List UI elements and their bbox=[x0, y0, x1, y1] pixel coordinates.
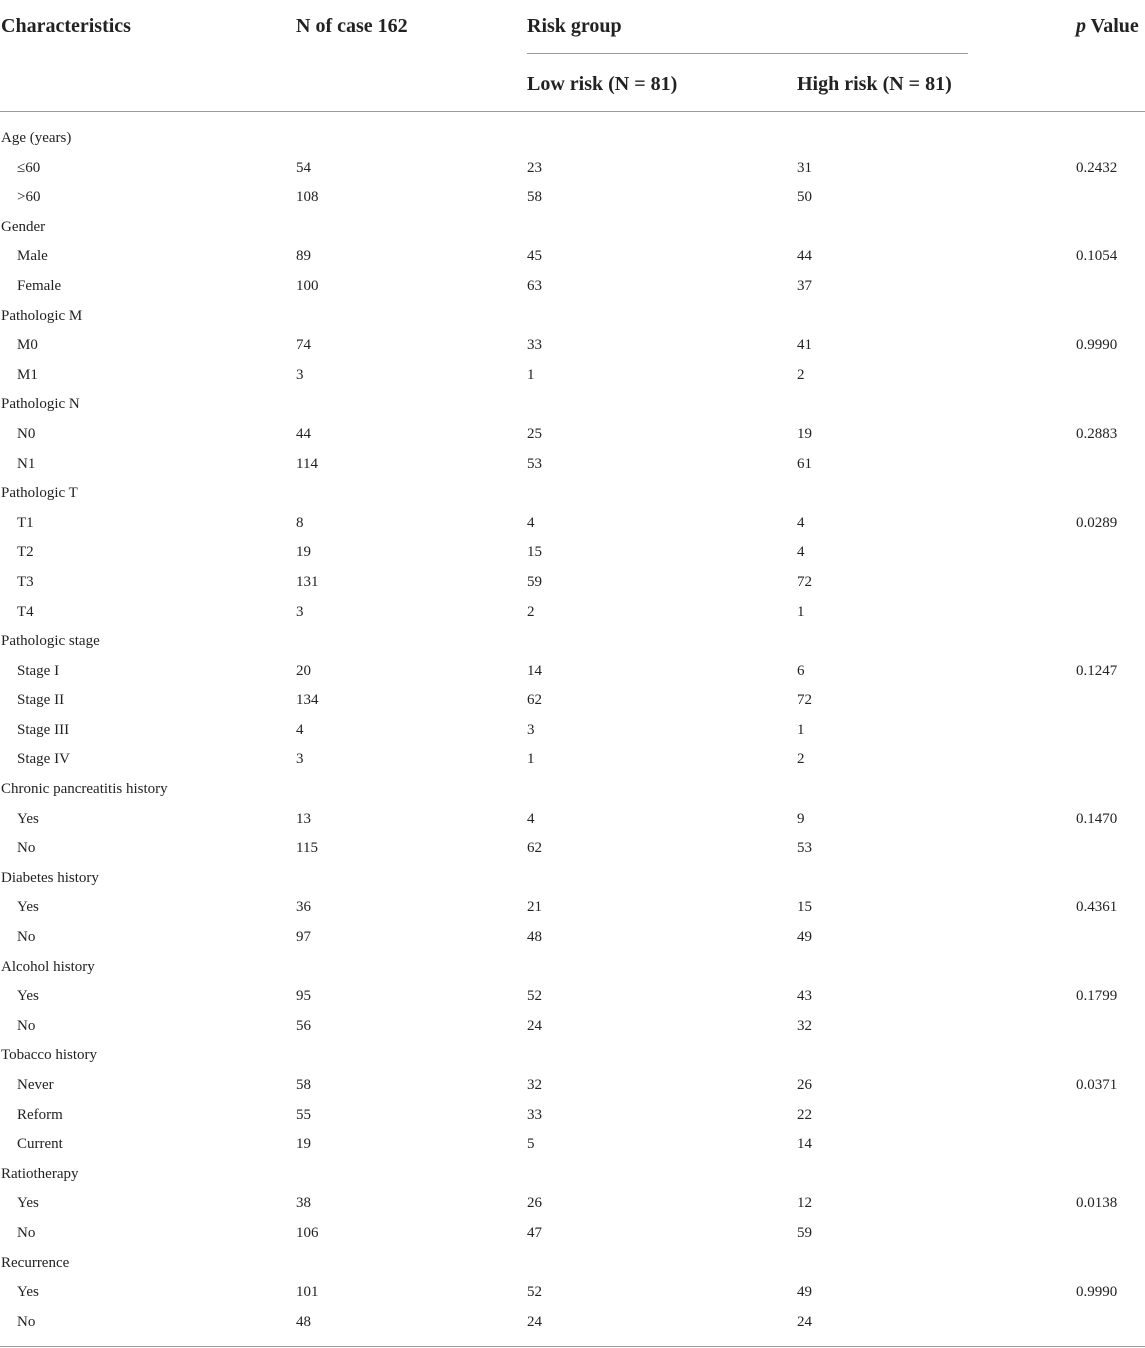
table-row bbox=[0, 953, 1145, 983]
row-label: Female bbox=[17, 277, 62, 294]
row-label: Gender bbox=[1, 218, 46, 235]
row-n: 48 bbox=[296, 1313, 311, 1330]
row-high-risk: 14 bbox=[797, 1136, 812, 1153]
row-n: 131 bbox=[296, 573, 319, 590]
row-high-risk: 43 bbox=[797, 988, 812, 1005]
table-row bbox=[0, 154, 1145, 184]
row-n: 55 bbox=[296, 1106, 311, 1123]
row-label: N1 bbox=[17, 455, 36, 472]
row-low-risk: 32 bbox=[527, 1077, 542, 1093]
row-n: 44 bbox=[296, 425, 311, 442]
row-high-risk: 2 bbox=[797, 751, 805, 768]
table-row bbox=[0, 805, 1145, 835]
row-label: Alcohol history bbox=[1, 958, 95, 975]
row-high-risk: 12 bbox=[797, 1195, 812, 1212]
row-high-risk: 50 bbox=[797, 189, 812, 206]
row-label: T2 bbox=[17, 544, 34, 561]
row-n: 19 bbox=[296, 1136, 311, 1153]
row-n: 106 bbox=[296, 1224, 319, 1241]
row-label: Pathologic T bbox=[1, 485, 78, 502]
row-p-value: 0.2432 bbox=[1076, 159, 1118, 176]
row-low-risk: 4 bbox=[527, 514, 535, 531]
table-row bbox=[0, 242, 1145, 272]
table-row bbox=[0, 124, 1145, 154]
row-label: Yes bbox=[17, 810, 39, 827]
row-low-risk: 1 bbox=[527, 751, 535, 768]
row-high-risk: 49 bbox=[797, 929, 812, 946]
row-low-risk: 52 bbox=[527, 1284, 542, 1301]
row-low-risk: 45 bbox=[527, 248, 542, 265]
row-n: 56 bbox=[296, 1017, 311, 1034]
row-label: Never bbox=[17, 1077, 54, 1093]
row-label: Yes bbox=[17, 988, 39, 1005]
row-high-risk: 32 bbox=[797, 1017, 812, 1034]
row-n: 134 bbox=[296, 692, 319, 709]
row-label: Reform bbox=[17, 1106, 63, 1123]
row-low-risk: 14 bbox=[527, 662, 542, 679]
row-label: Yes bbox=[17, 1284, 39, 1301]
row-p-value: 0.1470 bbox=[1076, 810, 1118, 827]
table-row bbox=[0, 864, 1145, 894]
table-row bbox=[0, 1160, 1145, 1190]
table-row bbox=[0, 1219, 1145, 1249]
row-label: M0 bbox=[17, 337, 38, 354]
row-label: M1 bbox=[17, 366, 38, 383]
header-characteristics: Characteristics bbox=[1, 15, 131, 37]
table-body bbox=[0, 124, 1145, 1337]
row-label: Chronic pancreatitis history bbox=[1, 781, 168, 798]
row-high-risk: 2 bbox=[797, 366, 805, 383]
table-row bbox=[0, 509, 1145, 539]
row-n: 8 bbox=[296, 514, 304, 531]
row-low-risk: 58 bbox=[527, 189, 542, 206]
row-n: 58 bbox=[296, 1077, 311, 1093]
table-row bbox=[0, 1308, 1145, 1338]
row-high-risk: 6 bbox=[797, 662, 805, 679]
table-row bbox=[0, 361, 1145, 391]
row-label: Tobacco history bbox=[1, 1047, 98, 1064]
row-low-risk: 33 bbox=[527, 337, 542, 354]
table-row bbox=[0, 1012, 1145, 1042]
row-low-risk: 53 bbox=[527, 455, 542, 472]
row-label: No bbox=[17, 1017, 36, 1034]
table-row bbox=[0, 390, 1145, 420]
row-high-risk: 37 bbox=[797, 277, 812, 294]
risk-group-rule bbox=[527, 53, 968, 54]
row-high-risk: 53 bbox=[797, 840, 812, 857]
row-label: Ratiotherapy bbox=[1, 1165, 79, 1182]
row-low-risk: 5 bbox=[527, 1136, 535, 1153]
row-n: 97 bbox=[296, 929, 311, 946]
row-p-value: 0.2883 bbox=[1076, 425, 1118, 442]
row-label: No bbox=[17, 1313, 36, 1330]
table-row bbox=[0, 1130, 1145, 1160]
row-n: 3 bbox=[296, 366, 304, 383]
table-row bbox=[0, 834, 1145, 864]
row-high-risk: 4 bbox=[797, 514, 805, 531]
row-low-risk: 63 bbox=[527, 277, 542, 294]
row-label: Stage I bbox=[17, 662, 60, 679]
row-label: T1 bbox=[17, 514, 34, 531]
table-row bbox=[0, 331, 1145, 361]
row-label: Pathologic N bbox=[1, 396, 80, 413]
p-italic: p bbox=[1076, 15, 1086, 37]
row-low-risk: 48 bbox=[527, 929, 542, 946]
row-low-risk: 62 bbox=[527, 840, 542, 857]
row-p-value: 0.1247 bbox=[1076, 662, 1118, 679]
table-row bbox=[0, 627, 1145, 657]
row-low-risk: 52 bbox=[527, 988, 542, 1005]
row-n: 115 bbox=[296, 840, 318, 857]
row-low-risk: 15 bbox=[527, 544, 542, 561]
row-low-risk: 62 bbox=[527, 692, 542, 709]
row-label: T4 bbox=[17, 603, 34, 620]
table-bottom-rule bbox=[0, 1346, 1145, 1347]
table-row bbox=[0, 686, 1145, 716]
table-row bbox=[0, 716, 1145, 746]
row-high-risk: 24 bbox=[797, 1313, 812, 1330]
table-row bbox=[0, 1101, 1145, 1131]
table-row bbox=[0, 450, 1145, 480]
row-label: No bbox=[17, 1224, 36, 1241]
header-n-of-case: N of case 162 bbox=[296, 15, 408, 37]
header-low-risk: Low risk (N = 81) bbox=[527, 73, 678, 95]
row-label: Yes bbox=[17, 1195, 39, 1212]
header-bottom-rule bbox=[0, 111, 1145, 112]
table-row bbox=[0, 1041, 1145, 1071]
row-label: Male bbox=[17, 248, 48, 265]
row-n: 101 bbox=[296, 1284, 319, 1301]
row-low-risk: 25 bbox=[527, 425, 542, 442]
row-high-risk: 72 bbox=[797, 573, 812, 590]
row-p-value: 0.9990 bbox=[1076, 337, 1118, 354]
row-high-risk: 4 bbox=[797, 544, 805, 561]
row-n: 20 bbox=[296, 662, 311, 679]
row-low-risk: 24 bbox=[527, 1313, 542, 1330]
row-high-risk: 41 bbox=[797, 337, 812, 354]
row-n: 36 bbox=[296, 899, 311, 916]
row-label: Diabetes history bbox=[1, 869, 99, 886]
row-high-risk: 26 bbox=[797, 1077, 812, 1093]
row-label: Stage II bbox=[17, 692, 65, 709]
row-n: 89 bbox=[296, 248, 311, 265]
row-high-risk: 61 bbox=[797, 455, 812, 472]
row-n: 108 bbox=[296, 189, 319, 206]
row-low-risk: 21 bbox=[527, 899, 542, 916]
row-label: >60 bbox=[17, 189, 41, 206]
row-p-value: 0.1054 bbox=[1076, 248, 1118, 265]
table-row bbox=[0, 568, 1145, 598]
row-low-risk: 2 bbox=[527, 603, 535, 620]
row-label: Yes bbox=[17, 899, 39, 916]
row-low-risk: 23 bbox=[527, 159, 542, 176]
row-high-risk: 22 bbox=[797, 1106, 812, 1123]
table-row bbox=[0, 213, 1145, 243]
row-high-risk: 49 bbox=[797, 1284, 812, 1301]
row-n: 74 bbox=[296, 337, 311, 354]
row-low-risk: 47 bbox=[527, 1224, 542, 1241]
row-label: T3 bbox=[17, 573, 34, 590]
row-label: Age (years) bbox=[1, 130, 72, 146]
row-n: 100 bbox=[296, 277, 319, 294]
row-p-value: 0.0289 bbox=[1076, 514, 1118, 531]
header-high-risk: High risk (N = 81) bbox=[797, 73, 952, 95]
p-value-text: Value bbox=[1086, 15, 1139, 37]
row-high-risk: 44 bbox=[797, 248, 812, 265]
row-n: 4 bbox=[296, 721, 304, 738]
table-row bbox=[0, 302, 1145, 332]
header-p-value bbox=[1076, 14, 1139, 38]
row-high-risk: 9 bbox=[797, 810, 805, 827]
row-low-risk: 33 bbox=[527, 1106, 542, 1123]
row-label: N0 bbox=[17, 425, 36, 442]
row-low-risk: 26 bbox=[527, 1195, 542, 1212]
row-high-risk: 1 bbox=[797, 603, 805, 620]
row-n: 13 bbox=[296, 810, 311, 827]
table-row bbox=[0, 775, 1145, 805]
table-row bbox=[0, 1249, 1145, 1279]
row-label: No bbox=[17, 840, 36, 857]
row-label: Pathologic M bbox=[1, 307, 83, 324]
row-low-risk: 4 bbox=[527, 810, 535, 827]
row-n: 38 bbox=[296, 1195, 311, 1212]
row-high-risk: 19 bbox=[797, 425, 812, 442]
row-high-risk: 15 bbox=[797, 899, 812, 916]
row-p-value: 0.0371 bbox=[1076, 1077, 1118, 1093]
row-n: 114 bbox=[296, 455, 318, 472]
row-n: 19 bbox=[296, 544, 311, 561]
row-p-value: 0.1799 bbox=[1076, 988, 1118, 1005]
table-row bbox=[0, 479, 1145, 509]
row-label: No bbox=[17, 929, 36, 946]
table-row bbox=[0, 272, 1145, 302]
row-n: 3 bbox=[296, 751, 304, 768]
table-row bbox=[0, 893, 1145, 923]
row-label: Current bbox=[17, 1136, 63, 1153]
table-row bbox=[0, 183, 1145, 213]
row-p-value: 0.0138 bbox=[1076, 1195, 1118, 1212]
row-n: 3 bbox=[296, 603, 304, 620]
row-label: Stage III bbox=[17, 721, 70, 738]
row-p-value: 0.9990 bbox=[1076, 1284, 1118, 1301]
table-row bbox=[0, 1071, 1145, 1101]
table-row bbox=[0, 598, 1145, 628]
row-label: Pathologic stage bbox=[1, 633, 100, 650]
table-row bbox=[0, 420, 1145, 450]
table-row bbox=[0, 538, 1145, 568]
table-row bbox=[0, 923, 1145, 953]
table-row bbox=[0, 1278, 1145, 1308]
row-high-risk: 31 bbox=[797, 159, 812, 176]
row-label: Recurrence bbox=[1, 1254, 70, 1271]
row-label: Stage IV bbox=[17, 751, 70, 768]
row-high-risk: 72 bbox=[797, 692, 812, 709]
row-low-risk: 3 bbox=[527, 721, 535, 738]
table-row bbox=[0, 982, 1145, 1012]
row-low-risk: 59 bbox=[527, 573, 542, 590]
row-high-risk: 1 bbox=[797, 721, 805, 738]
row-n: 95 bbox=[296, 988, 311, 1005]
header-risk-group: Risk group bbox=[527, 15, 622, 37]
row-p-value: 0.4361 bbox=[1076, 899, 1118, 916]
row-low-risk: 24 bbox=[527, 1017, 542, 1034]
table-row bbox=[0, 1189, 1145, 1219]
table-row bbox=[0, 745, 1145, 775]
row-label: ≤60 bbox=[17, 159, 41, 176]
row-n: 54 bbox=[296, 159, 311, 176]
row-high-risk: 59 bbox=[797, 1224, 812, 1241]
table-row bbox=[0, 657, 1145, 687]
row-low-risk: 1 bbox=[527, 366, 535, 383]
